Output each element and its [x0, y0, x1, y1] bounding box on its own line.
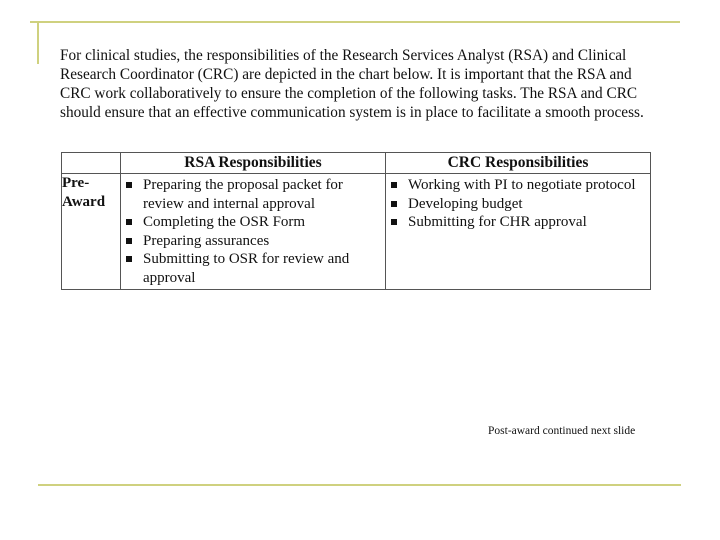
list-item: Submitting for CHR approval	[386, 213, 646, 232]
header-rsa: RSA Responsibilities	[121, 153, 386, 174]
top-accent-rule	[30, 21, 680, 23]
list-item: Submitting to OSR for review and approval	[121, 250, 381, 287]
rsa-cell	[121, 174, 386, 290]
intro-paragraph: For clinical studies, the responsibilities of the Research Services Analyst (RSA) and Clinical Research Coordinator (CRC) are depicted in the chart below. It is important that the RSA and CRC work collaboratively to ensure the completion of the following tasks. The RSA and CRC should ensure that an effective communication system is in place to facilitate a smooth process.	[60, 47, 644, 121]
table-header-row	[62, 153, 651, 174]
crc-task-list	[386, 174, 650, 234]
list-item: Preparing the proposal packet for review and internal approval	[121, 176, 381, 213]
list-item: Preparing assurances	[121, 232, 381, 251]
left-accent-rule	[37, 22, 39, 64]
responsibilities-table	[61, 152, 651, 290]
footnote: Post-award continued next slide	[488, 425, 636, 437]
rsa-task-list	[121, 174, 385, 289]
crc-cell	[386, 174, 651, 290]
list-item: Completing the OSR Form	[121, 213, 381, 232]
phase-label: Pre-Award	[62, 174, 121, 290]
header-corner-cell	[62, 153, 121, 174]
list-item: Developing budget	[386, 195, 646, 214]
table-row	[62, 174, 651, 290]
list-item: Working with PI to negotiate protocol	[386, 176, 646, 195]
header-crc: CRC Responsibilities	[386, 153, 651, 174]
bottom-accent-rule	[38, 484, 681, 486]
